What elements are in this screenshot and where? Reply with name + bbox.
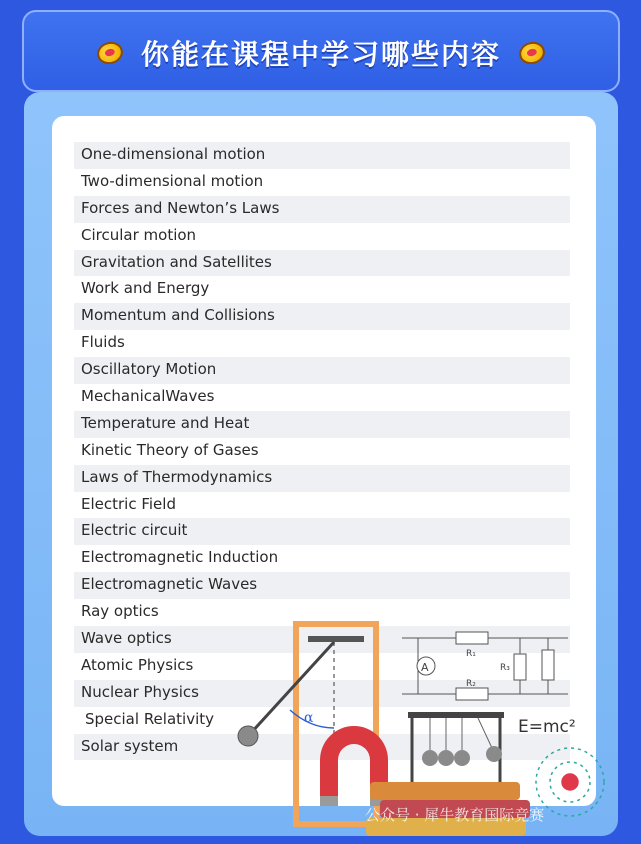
list-item: One-dimensional motion	[74, 142, 570, 169]
list-item: Temperature and Heat	[74, 411, 570, 438]
list-item: Electromagnetic Induction	[81, 548, 279, 567]
formula-label: E=mc²	[518, 717, 576, 737]
list-item: Atomic Physics	[81, 655, 194, 674]
list-item: Electric Field	[81, 494, 176, 513]
list-item: MechanicalWaves	[81, 387, 215, 406]
list-item: Gravitation and Satellites	[74, 250, 570, 277]
list-item: Wave optics	[74, 626, 570, 653]
list-item: Oscillatory Motion	[74, 357, 570, 384]
bean-icon-left	[95, 39, 126, 67]
list-item: Electric circuit	[74, 518, 570, 545]
list-item: Nuclear Physics	[74, 680, 570, 707]
list-item: Fluids	[81, 333, 125, 352]
angle-label: α	[304, 710, 314, 726]
r1-label: R₁	[466, 649, 476, 659]
page-title: 你能在课程中学习哪些内容	[140, 38, 501, 71]
header	[22, 28, 620, 78]
ammeter-label: A	[421, 661, 429, 674]
list-item: Kinetic Theory of Gases	[81, 440, 259, 459]
list-item: Two-dimensional motion	[81, 171, 264, 190]
list-item: Solar system	[74, 734, 570, 761]
list-item: Momentum and Collisions	[74, 303, 570, 330]
list-item: Special Relativity	[85, 709, 215, 728]
r3-label: R₃	[500, 663, 510, 673]
list-item: Forces and Newton’s Laws	[74, 196, 570, 223]
watermark: 公众号 · 犀牛教育国际竞赛	[365, 806, 545, 824]
atom-icon	[536, 748, 604, 816]
list-item: Laws of Thermodynamics	[74, 465, 570, 492]
bean-icon-right	[517, 39, 548, 67]
newtons-cradle-icon	[408, 712, 504, 790]
pendulum-icon	[238, 624, 376, 824]
r2-label: R₂	[466, 679, 476, 689]
list-item: Circular motion	[81, 225, 197, 244]
list-item: Work and Energy	[81, 279, 210, 298]
list-item: Ray optics	[81, 602, 159, 621]
list-item: Electromagnetic Waves	[74, 572, 570, 599]
